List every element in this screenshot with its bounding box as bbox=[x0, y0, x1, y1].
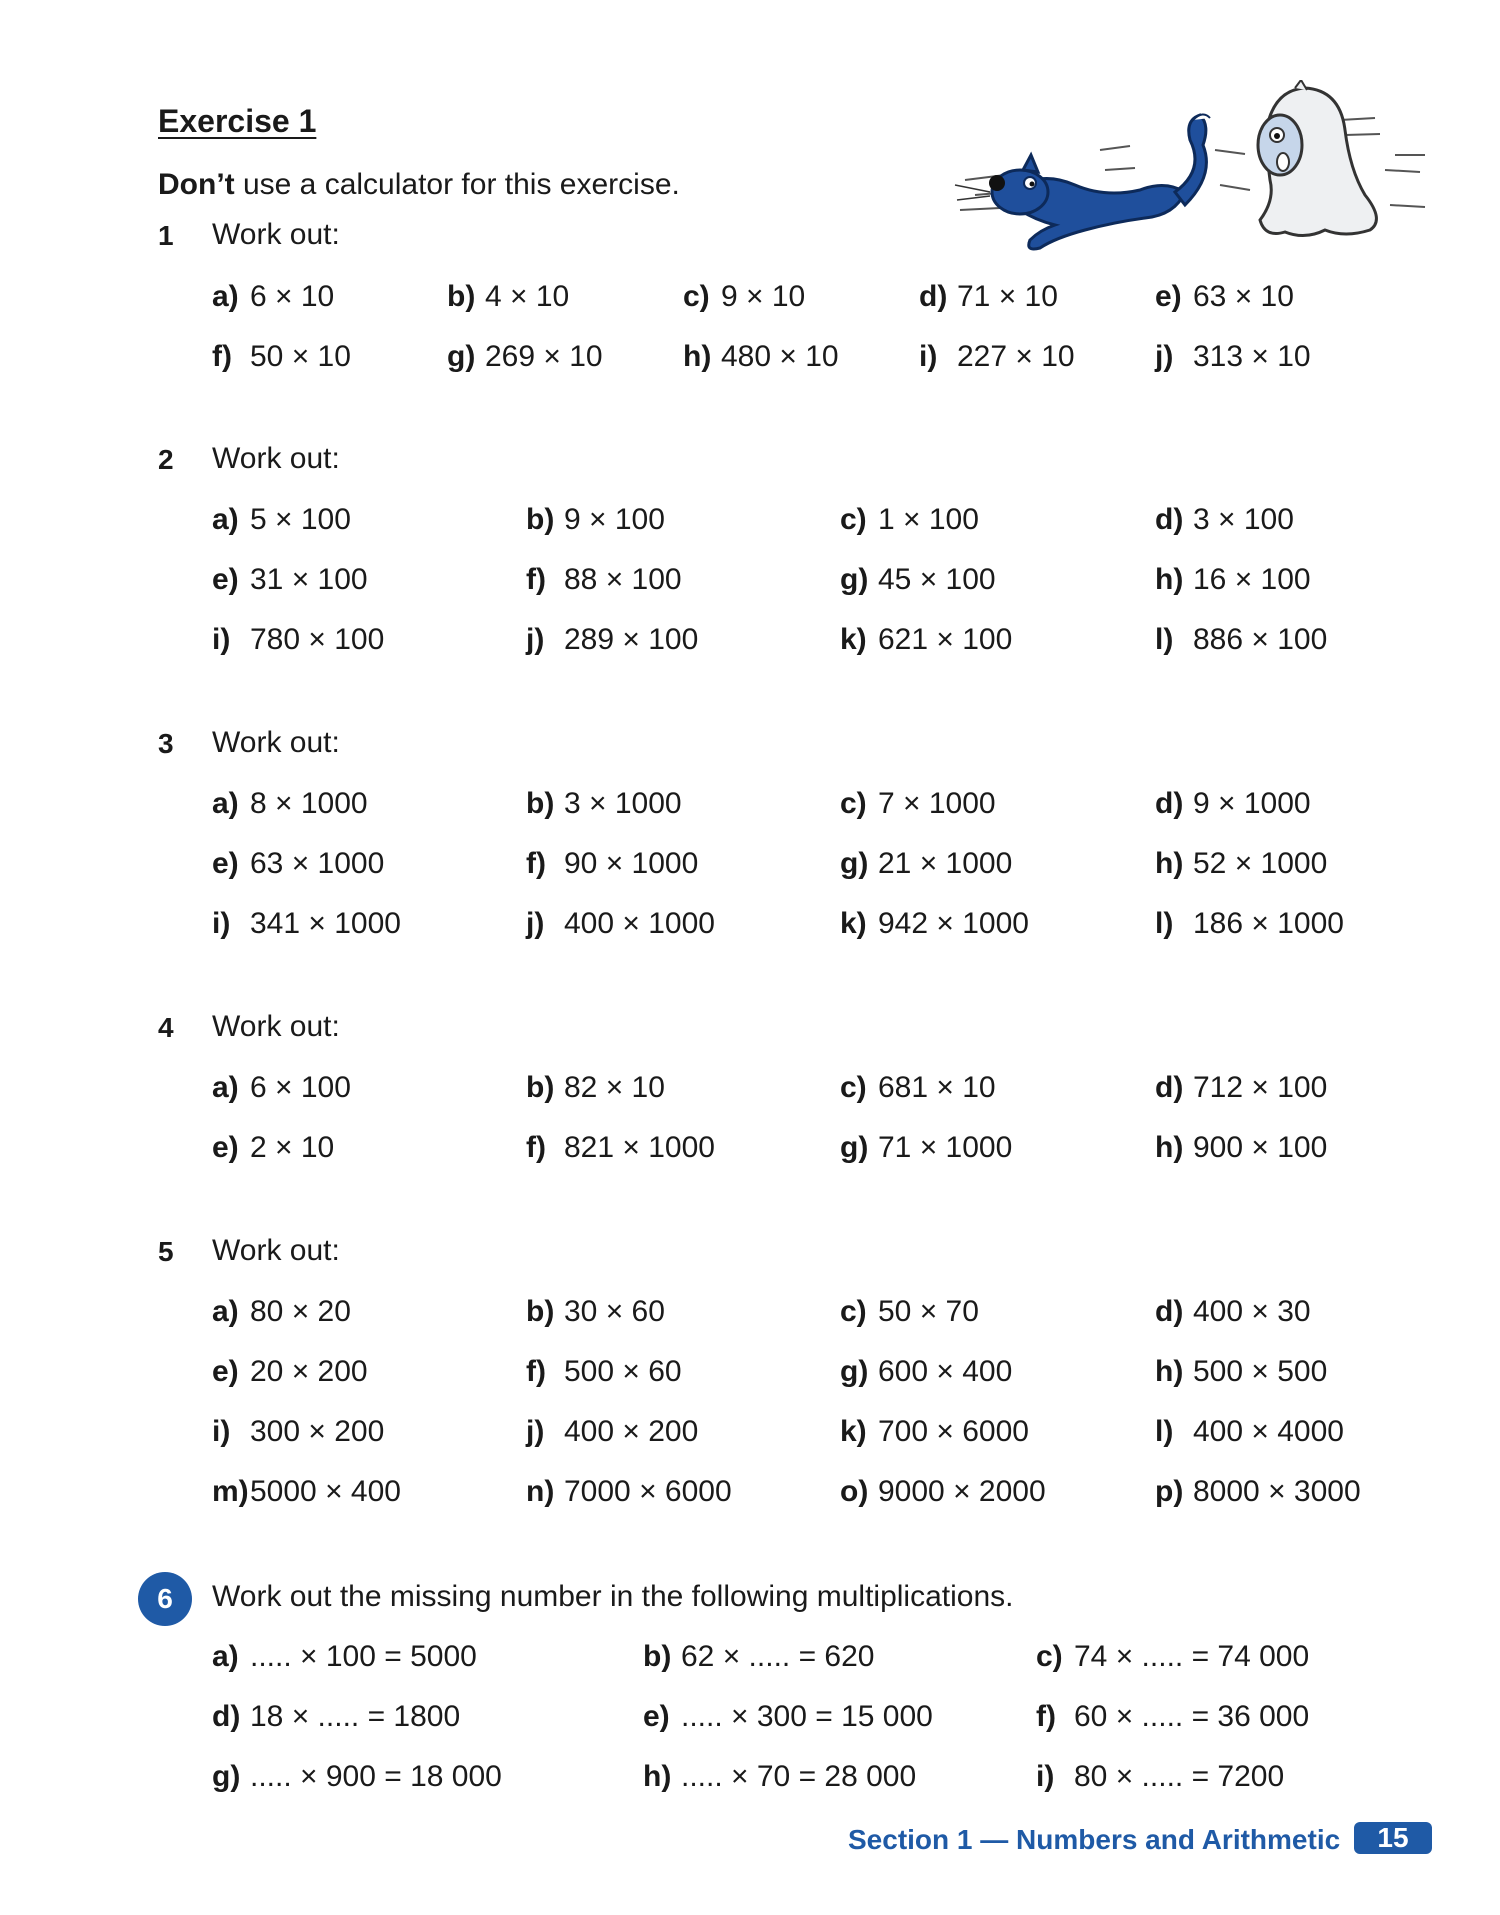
exercise-item bbox=[447, 280, 569, 314]
item-expression: 480 × 10 bbox=[721, 340, 839, 373]
exercise-item bbox=[526, 1475, 732, 1509]
exercise-item bbox=[840, 623, 1012, 657]
exercise-title: Exercise 1 bbox=[158, 103, 317, 139]
question-prompt: Work out: bbox=[212, 1010, 340, 1043]
item-label: h) bbox=[643, 1760, 672, 1793]
exercise-item bbox=[683, 340, 839, 374]
item-row bbox=[0, 847, 1500, 887]
page-number-badge: 15 bbox=[1354, 1822, 1432, 1854]
item-label: k) bbox=[840, 623, 867, 656]
item-row bbox=[0, 340, 1500, 380]
item-row bbox=[0, 280, 1500, 320]
question-number: 2 bbox=[158, 444, 174, 475]
item-expression: 400 × 4000 bbox=[1193, 1415, 1344, 1448]
item-expression: 313 × 10 bbox=[1193, 340, 1311, 373]
instruction-bold: Don’t bbox=[158, 168, 235, 201]
item-expression: 50 × 70 bbox=[878, 1295, 979, 1328]
item-label: a) bbox=[212, 280, 239, 313]
item-label: e) bbox=[212, 1131, 239, 1164]
item-label: j) bbox=[526, 1415, 545, 1448]
item-expression: 20 × 200 bbox=[250, 1355, 368, 1388]
exercise-item bbox=[212, 907, 401, 941]
exercise-item bbox=[212, 847, 384, 881]
item-label: l) bbox=[1155, 907, 1174, 940]
item-expression: 74 × ..... = 74 000 bbox=[1074, 1640, 1310, 1673]
exercise-item bbox=[212, 787, 368, 821]
exercise-item bbox=[526, 1131, 715, 1165]
item-label: i) bbox=[919, 340, 938, 373]
item-expression: 9 × 1000 bbox=[1193, 787, 1311, 820]
item-label: h) bbox=[1155, 1355, 1184, 1388]
item-label: j) bbox=[526, 623, 545, 656]
item-expression: 289 × 100 bbox=[564, 623, 699, 656]
item-expression: 3 × 100 bbox=[1193, 503, 1294, 536]
item-label: g) bbox=[447, 340, 476, 373]
question-prompt: Work out the missing number in the following multiplications. bbox=[212, 1580, 1014, 1613]
item-label: b) bbox=[526, 503, 555, 536]
exercise-item bbox=[1155, 1415, 1344, 1449]
exercise-item bbox=[526, 1295, 665, 1329]
item-label: g) bbox=[840, 847, 869, 880]
exercise-item bbox=[212, 1131, 334, 1165]
item-expression: 52 × 1000 bbox=[1193, 847, 1328, 880]
item-label: g) bbox=[212, 1760, 241, 1793]
item-row bbox=[0, 563, 1500, 603]
item-expression: 60 × ..... = 36 000 bbox=[1074, 1700, 1310, 1733]
item-label: e) bbox=[212, 563, 239, 596]
item-expression: 1 × 100 bbox=[878, 503, 979, 536]
exercise-item bbox=[840, 1415, 1029, 1449]
exercise-item bbox=[1155, 1355, 1327, 1389]
exercise-item bbox=[919, 280, 1058, 314]
item-label: e) bbox=[1155, 280, 1182, 313]
question-number: 1 bbox=[158, 220, 174, 251]
item-expression: 18 × ..... = 1800 bbox=[250, 1700, 461, 1733]
item-label: j) bbox=[526, 907, 545, 940]
item-label: e) bbox=[212, 1355, 239, 1388]
item-label: c) bbox=[1036, 1640, 1063, 1673]
item-label: g) bbox=[840, 1131, 869, 1164]
item-label: d) bbox=[1155, 503, 1184, 536]
item-label: a) bbox=[212, 787, 239, 820]
item-expression: 90 × 1000 bbox=[564, 847, 699, 880]
item-label: b) bbox=[526, 787, 555, 820]
exercise-item bbox=[1155, 280, 1294, 314]
exercise-item bbox=[526, 787, 682, 821]
item-label: i) bbox=[212, 907, 231, 940]
exercise-item bbox=[212, 1760, 502, 1794]
exercise-item bbox=[1155, 1071, 1327, 1105]
item-expression: 5 × 100 bbox=[250, 503, 351, 536]
exercise-item bbox=[1155, 563, 1311, 597]
question-prompt: Work out: bbox=[212, 1234, 340, 1267]
exercise-item bbox=[840, 503, 979, 537]
item-expression: 700 × 6000 bbox=[878, 1415, 1029, 1448]
item-expression: 50 × 10 bbox=[250, 340, 351, 373]
exercise-item bbox=[1155, 847, 1327, 881]
item-label: a) bbox=[212, 1071, 239, 1104]
item-expression: 600 × 400 bbox=[878, 1355, 1013, 1388]
item-expression: 942 × 1000 bbox=[878, 907, 1029, 940]
exercise-item bbox=[212, 563, 368, 597]
item-expression: ..... × 900 = 18 000 bbox=[250, 1760, 502, 1793]
item-expression: 681 × 10 bbox=[878, 1071, 996, 1104]
exercise-item bbox=[212, 1640, 477, 1674]
item-expression: 500 × 60 bbox=[564, 1355, 682, 1388]
item-label: d) bbox=[1155, 1071, 1184, 1104]
item-row bbox=[0, 503, 1500, 543]
item-expression: 71 × 10 bbox=[957, 280, 1058, 313]
instruction-rest: use a calculator for this exercise. bbox=[234, 168, 680, 201]
item-label: d) bbox=[919, 280, 948, 313]
item-expression: 7 × 1000 bbox=[878, 787, 996, 820]
question-number-badge: 6 bbox=[138, 1572, 192, 1626]
item-expression: 8000 × 3000 bbox=[1193, 1475, 1361, 1508]
item-expression: 16 × 100 bbox=[1193, 563, 1311, 596]
item-label: c) bbox=[683, 280, 710, 313]
item-expression: 186 × 1000 bbox=[1193, 907, 1344, 940]
question-prompt: Work out: bbox=[212, 726, 340, 759]
item-label: n) bbox=[526, 1475, 555, 1508]
item-row bbox=[0, 1071, 1500, 1111]
item-expression: 886 × 100 bbox=[1193, 623, 1328, 656]
item-expression: 400 × 200 bbox=[564, 1415, 699, 1448]
item-label: h) bbox=[683, 340, 712, 373]
item-expression: 400 × 1000 bbox=[564, 907, 715, 940]
question-prompt: Work out: bbox=[212, 442, 340, 475]
exercise-item bbox=[1155, 1295, 1311, 1329]
item-label: c) bbox=[840, 1295, 867, 1328]
item-label: f) bbox=[526, 847, 546, 880]
item-label: h) bbox=[1155, 847, 1184, 880]
item-expression: 821 × 1000 bbox=[564, 1131, 715, 1164]
item-expression: 71 × 1000 bbox=[878, 1131, 1013, 1164]
exercise-item bbox=[919, 340, 1075, 374]
item-label: f) bbox=[526, 563, 546, 596]
item-expression: 269 × 10 bbox=[485, 340, 603, 373]
exercise-item bbox=[212, 280, 334, 314]
exercise-item bbox=[1036, 1640, 1309, 1674]
item-label: j) bbox=[1155, 340, 1174, 373]
item-expression: 5000 × 400 bbox=[250, 1475, 401, 1508]
item-expression: 780 × 100 bbox=[250, 623, 385, 656]
item-label: i) bbox=[1036, 1760, 1055, 1793]
item-label: g) bbox=[840, 563, 869, 596]
item-expression: ..... × 70 = 28 000 bbox=[681, 1760, 917, 1793]
exercise-item bbox=[212, 1415, 384, 1449]
item-expression: ..... × 300 = 15 000 bbox=[681, 1700, 933, 1733]
item-expression: 63 × 1000 bbox=[250, 847, 385, 880]
item-expression: 9000 × 2000 bbox=[878, 1475, 1046, 1508]
question-number: 5 bbox=[158, 1236, 174, 1267]
item-expression: 7000 × 6000 bbox=[564, 1475, 732, 1508]
exercise-item bbox=[212, 1700, 460, 1734]
item-row bbox=[0, 1415, 1500, 1455]
exercise-item bbox=[840, 1475, 1046, 1509]
item-label: p) bbox=[1155, 1475, 1184, 1508]
exercise-item bbox=[1155, 907, 1344, 941]
exercise-item bbox=[447, 340, 603, 374]
exercise-item bbox=[212, 623, 384, 657]
item-expression: 6 × 100 bbox=[250, 1071, 351, 1104]
exercise-item bbox=[526, 1355, 682, 1389]
item-label: i) bbox=[212, 1415, 231, 1448]
item-expression: 63 × 10 bbox=[1193, 280, 1294, 313]
exercise-item bbox=[840, 847, 1012, 881]
item-expression: 88 × 100 bbox=[564, 563, 682, 596]
item-label: h) bbox=[1155, 1131, 1184, 1164]
item-expression: 621 × 100 bbox=[878, 623, 1013, 656]
exercise-item bbox=[840, 787, 996, 821]
item-label: g) bbox=[840, 1355, 869, 1388]
item-label: f) bbox=[1036, 1700, 1056, 1733]
item-expression: 21 × 1000 bbox=[878, 847, 1013, 880]
exercise-item bbox=[212, 1475, 401, 1509]
exercise-item bbox=[526, 1415, 698, 1449]
item-label: b) bbox=[447, 280, 476, 313]
exercise-item bbox=[643, 1700, 933, 1734]
item-label: e) bbox=[212, 847, 239, 880]
question-prompt: Work out: bbox=[212, 218, 340, 251]
exercise-item bbox=[1036, 1760, 1284, 1794]
exercise-item bbox=[526, 563, 682, 597]
item-expression: 341 × 1000 bbox=[250, 907, 401, 940]
item-label: e) bbox=[643, 1700, 670, 1733]
exercise-item bbox=[212, 1355, 368, 1389]
exercise-item bbox=[683, 280, 805, 314]
item-expression: 9 × 100 bbox=[564, 503, 665, 536]
item-label: o) bbox=[840, 1475, 869, 1508]
exercise-item bbox=[212, 1071, 351, 1105]
exercise-item bbox=[526, 847, 698, 881]
item-label: k) bbox=[840, 1415, 867, 1448]
exercise-item bbox=[840, 1071, 996, 1105]
exercise-item bbox=[840, 1295, 979, 1329]
item-expression: 400 × 30 bbox=[1193, 1295, 1311, 1328]
item-expression: 80 × ..... = 7200 bbox=[1074, 1760, 1285, 1793]
exercise-item bbox=[643, 1640, 874, 1674]
cartoon-cat-chasing-ghost-icon bbox=[945, 80, 1435, 265]
item-expression: 31 × 100 bbox=[250, 563, 368, 596]
item-expression: 45 × 100 bbox=[878, 563, 996, 596]
item-expression: 900 × 100 bbox=[1193, 1131, 1328, 1164]
exercise-item bbox=[1155, 787, 1311, 821]
exercise-item bbox=[212, 340, 351, 374]
item-label: l) bbox=[1155, 1415, 1174, 1448]
item-expression: 6 × 10 bbox=[250, 280, 335, 313]
exercise-item bbox=[840, 1355, 1012, 1389]
item-row bbox=[0, 1475, 1500, 1515]
exercise-item bbox=[1155, 1131, 1327, 1165]
item-row bbox=[0, 623, 1500, 663]
item-expression: 2 × 10 bbox=[250, 1131, 335, 1164]
exercise-item bbox=[1155, 503, 1294, 537]
exercise-item bbox=[643, 1760, 916, 1794]
exercise-item bbox=[1155, 1475, 1361, 1509]
exercise-item bbox=[526, 623, 698, 657]
section-footer-text: Section 1 — Numbers and Arithmetic bbox=[848, 1824, 1341, 1855]
item-row bbox=[0, 1131, 1500, 1171]
item-expression: 4 × 10 bbox=[485, 280, 570, 313]
item-expression: 62 × ..... = 620 bbox=[681, 1640, 875, 1673]
question-number: 3 bbox=[158, 728, 174, 759]
item-row bbox=[0, 787, 1500, 827]
item-label: c) bbox=[840, 787, 867, 820]
item-expression: 8 × 1000 bbox=[250, 787, 368, 820]
item-label: l) bbox=[1155, 623, 1174, 656]
exercise-item bbox=[212, 1295, 351, 1329]
exercise-item bbox=[840, 563, 996, 597]
item-label: f) bbox=[212, 340, 232, 373]
item-label: d) bbox=[1155, 787, 1184, 820]
item-expression: 500 × 500 bbox=[1193, 1355, 1328, 1388]
item-label: c) bbox=[840, 1071, 867, 1104]
item-expression: 3 × 1000 bbox=[564, 787, 682, 820]
exercise-item bbox=[840, 1131, 1012, 1165]
exercise-item bbox=[840, 907, 1029, 941]
item-label: f) bbox=[526, 1131, 546, 1164]
exercise-item bbox=[212, 503, 351, 537]
item-expression: 300 × 200 bbox=[250, 1415, 385, 1448]
exercise-item bbox=[526, 907, 715, 941]
item-expression: ..... × 100 = 5000 bbox=[250, 1640, 477, 1673]
item-expression: 82 × 10 bbox=[564, 1071, 665, 1104]
item-label: a) bbox=[212, 1295, 239, 1328]
exercise-item bbox=[1036, 1700, 1309, 1734]
exercise-item bbox=[1155, 623, 1327, 657]
item-row bbox=[0, 1295, 1500, 1335]
item-row bbox=[0, 1760, 1500, 1800]
item-expression: 30 × 60 bbox=[564, 1295, 665, 1328]
item-expression: 712 × 100 bbox=[1193, 1071, 1328, 1104]
item-label: i) bbox=[212, 623, 231, 656]
item-row bbox=[0, 1700, 1500, 1740]
item-label: f) bbox=[526, 1355, 546, 1388]
item-label: b) bbox=[526, 1071, 555, 1104]
item-label: a) bbox=[212, 1640, 239, 1673]
exercise-item bbox=[526, 1071, 665, 1105]
item-label: m) bbox=[212, 1475, 249, 1508]
exercise-item bbox=[1155, 340, 1311, 374]
item-label: h) bbox=[1155, 563, 1184, 596]
item-row bbox=[0, 1640, 1500, 1680]
item-label: a) bbox=[212, 503, 239, 536]
item-label: k) bbox=[840, 907, 867, 940]
item-expression: 227 × 10 bbox=[957, 340, 1075, 373]
item-label: c) bbox=[840, 503, 867, 536]
item-expression: 80 × 20 bbox=[250, 1295, 351, 1328]
item-row bbox=[0, 1355, 1500, 1395]
item-label: d) bbox=[1155, 1295, 1184, 1328]
item-label: d) bbox=[212, 1700, 241, 1733]
instruction-text bbox=[158, 168, 680, 202]
item-expression: 9 × 10 bbox=[721, 280, 806, 313]
exercise-item bbox=[526, 503, 665, 537]
question-number: 4 bbox=[158, 1012, 174, 1043]
item-label: b) bbox=[643, 1640, 672, 1673]
item-row bbox=[0, 907, 1500, 947]
item-label: b) bbox=[526, 1295, 555, 1328]
